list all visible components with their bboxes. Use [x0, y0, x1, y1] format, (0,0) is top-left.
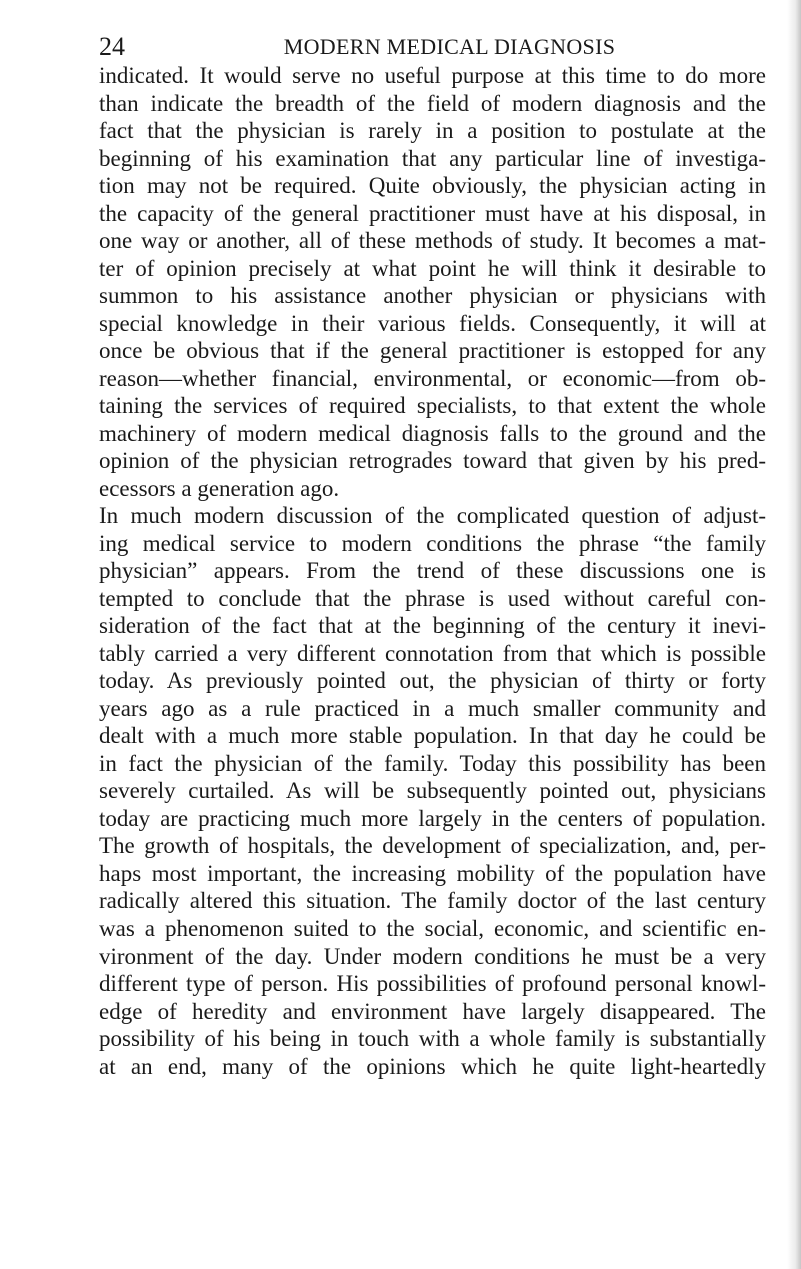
text-line: ing medical service to modern conditions the phrase “the family	[99, 530, 766, 556]
page-number: 24	[99, 32, 125, 61]
text-line: sideration of the fact that at the beginning of the century it inevi-	[99, 613, 766, 639]
text-line: radically altered this situation. The family doctor of the last century	[99, 888, 766, 914]
text-line: today are practicing much more largely in the centers of population.	[99, 805, 766, 831]
text-line: tempted to conclude that the phrase is used without careful con-	[99, 585, 766, 611]
text-line: today. As previously pointed out, the physician of thirty or forty	[99, 668, 766, 694]
text-line: different type of person. His possibilities of profound personal knowl-	[99, 971, 766, 997]
text-line: at an end, many of the opinions which he quite light-heartedly	[99, 1053, 766, 1079]
text-line: special knowledge in their various fields. Consequently, it will at	[99, 310, 766, 336]
text-line: haps most important, the increasing mobility of the population have	[99, 860, 766, 886]
text-line: summon to his assistance another physician or physicians with	[99, 283, 766, 309]
text-line: indicated. It would serve no useful purpose at this time to do more	[99, 63, 766, 88]
text-line: fact that the physician is rarely in a position to postulate at the	[99, 118, 766, 144]
text-line: dealt with a much more stable population. In that day he could be	[99, 723, 766, 749]
page-edge-shadow	[787, 0, 801, 1269]
text-line: years ago as a rule practiced in a much smaller community and	[99, 695, 766, 721]
paragraph-end-line: ecessors a generation ago.	[99, 475, 340, 501]
text-line: possibility of his being in touch with a whole family is substantially	[99, 1026, 766, 1052]
text-line: beginning of his examination that any particular line of investiga-	[99, 145, 766, 171]
text-line: taining the services of required specialists, to that extent the whole	[99, 393, 766, 419]
body-text	[99, 62, 766, 1080]
text-line: in fact the physician of the family. Today this possibility has been	[99, 750, 766, 776]
text-line: machinery of modern medical diagnosis falls to the ground and the	[99, 420, 766, 446]
text-line: one way or another, all of these methods of study. It becomes a mat-	[99, 228, 766, 254]
text-line: ter of opinion precisely at what point he will think it desirable to	[99, 255, 766, 281]
text-line: than indicate the breadth of the field of modern diagnosis and the	[99, 90, 766, 116]
running-title: MODERN MEDICAL DIAGNOSIS	[283, 34, 616, 59]
text-line: physician” appears. From the trend of these discussions one is	[99, 558, 766, 584]
text-line: In much modern discussion of the complicated question of adjust-	[99, 503, 766, 529]
text-line: was a phenomenon suited to the social, economic, and scientific en-	[99, 915, 766, 941]
text-line: once be obvious that if the general practitioner is estopped for any	[99, 338, 766, 364]
text-line: opinion of the physician retrogrades toward that given by his pred-	[99, 448, 766, 474]
text-line: tably carried a very different connotation from that which is possible	[99, 640, 766, 666]
text-line: vironment of the day. Under modern conditions he must be a very	[99, 943, 766, 969]
running-head	[99, 32, 766, 62]
text-line: severely curtailed. As will be subsequently pointed out, physicians	[99, 778, 766, 804]
text-line: reason—whether financial, environmental, or economic—from ob-	[99, 365, 766, 391]
text-line: The growth of hospitals, the development of specialization, and, per-	[99, 833, 766, 859]
text-line: tion may not be required. Quite obviously, the physician acting in	[99, 173, 766, 199]
text-line: the capacity of the general practitioner must have at his disposal, in	[99, 200, 766, 226]
text-line: edge of heredity and environment have largely disappeared. The	[99, 998, 766, 1024]
